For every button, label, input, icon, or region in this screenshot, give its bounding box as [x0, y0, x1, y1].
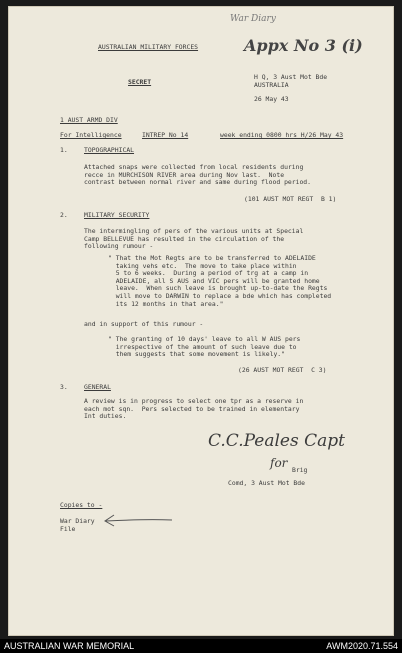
hq-line-1: H Q, 3 Aust Mot Bde [254, 73, 328, 81]
section-2-ref: (26 AUST MOT REGT C 3) [238, 366, 327, 374]
section-3-number: 3. [60, 383, 68, 391]
org-heading: AUSTRALIAN MILITARY FORCES [98, 43, 199, 51]
section-2-support: and in support of this rumour - [84, 320, 204, 328]
section-2-quote-2: " The granting of 10 days' leave to all W AUS pers irrespective of the amount of such leave due to them suggests that some movement is likely." [108, 335, 301, 359]
signature-rank: Brig [292, 466, 308, 474]
handwritten-war-diary: War Diary [230, 14, 276, 24]
copies-to-label: Copies to - [60, 501, 103, 509]
section-1-number: 1. [60, 146, 68, 154]
section-3-body: A review is in progress to select one tpr as a reserve in each mot sqn. Pers selected to be trained in elementary Int duties. [84, 397, 304, 421]
week-ending: week ending 0800 hrs H/26 May 43 [220, 131, 344, 139]
classification: SECRET [128, 78, 152, 86]
footer-bar [0, 639, 402, 653]
footer-institution: AUSTRALIAN WAR MEMORIAL [4, 641, 135, 651]
copies-item-war-diary: War Diary [60, 517, 95, 525]
section-1-ref: (101 AUST MOT REGT B 1) [244, 195, 337, 203]
section-2-title: MILITARY SECURITY [84, 211, 150, 219]
section-2-body: The intermingling of pers of the various units at Special Camp BELLEVUE has resulted in the circulation of the following rumour - [84, 227, 304, 251]
signature-title: Comd, 3 Aust Mot Bde [228, 479, 305, 487]
copies-item-file: File [60, 525, 76, 533]
footer-accession-number: AWM2020.71.554 [326, 641, 398, 651]
intrep-number: INTREP No 14 [142, 131, 189, 139]
handwritten-arrow-icon [100, 512, 174, 528]
handwritten-signature: C.C.Peales Capt [208, 431, 345, 451]
section-1-body: Attached snaps were collected from local residents during recce in MURCHISON RIVER area during Nov last. Note contrast between normal river and same during flood period. [84, 163, 312, 187]
handwritten-appendix-number: Appx No 3 (i) [244, 36, 363, 55]
handwritten-for: for [270, 456, 288, 470]
section-2-quote-1: " That the Mot Regts are to be transferred to ADELAIDE taking vehs etc. The move to take place within 5 to 6 weeks. During a period of trg at a camp in ADELAIDE, all S AUS and VIC pers will be granted home leave. When such leave is brought up-to-date the Regts will move to DARWIN to replace a bde which has completed its 12 months in that area." [108, 254, 332, 308]
section-1-title: TOPOGRAPHICAL [84, 146, 135, 154]
section-3-title: GENERAL [84, 383, 111, 391]
hq-line-2: AUSTRALIA [254, 81, 289, 89]
document-page [8, 6, 394, 636]
section-2-number: 2. [60, 211, 68, 219]
for-intelligence: For Intelligence [60, 131, 122, 139]
addressee: 1 AUST ARMD DIV [60, 116, 118, 124]
document-date: 26 May 43 [254, 95, 289, 103]
